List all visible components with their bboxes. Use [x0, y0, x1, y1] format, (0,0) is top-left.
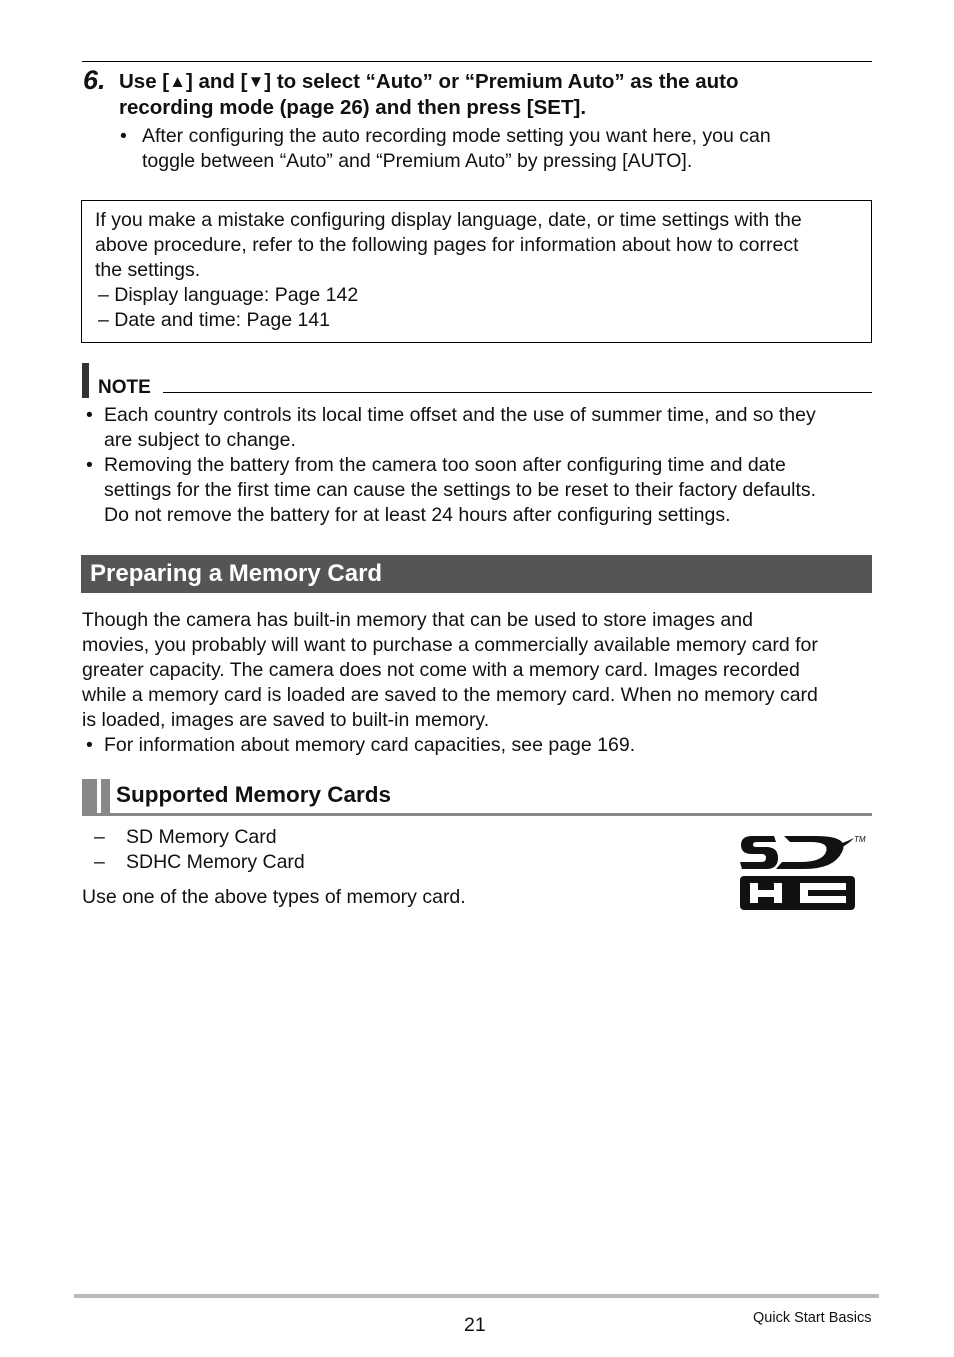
- section-title: Preparing a Memory Card: [90, 560, 383, 587]
- box-line: If you make a mistake configuring display language, date, or time settings with the: [95, 209, 802, 231]
- note-rule: [163, 392, 872, 393]
- page-number: 21: [464, 1314, 486, 1336]
- footer-rule: [74, 1294, 879, 1298]
- box-line: the settings.: [95, 259, 201, 281]
- subsection-rule: [82, 813, 872, 816]
- bullet-icon: •: [86, 734, 93, 756]
- up-arrow-icon: ▲: [169, 72, 186, 91]
- section-paragraph: Though the camera has built-in memory that can be used to store images and movies, you probably will want to purchase a commercially available memory card for greater capacity. The camera does not come with a memory card. Images recorded while a memory card is loaded are saved to the memory card. When no memory card is loaded, images are saved to built-in memory.: [82, 609, 818, 731]
- correction-info-text: [95, 208, 865, 333]
- svg-text:TM: TM: [854, 835, 866, 844]
- step-instruction: [119, 69, 869, 121]
- box-line: – Date and time: Page 141: [98, 309, 330, 331]
- bullet-icon: •: [86, 404, 93, 426]
- card-type-note: Use one of the above types of memory card.: [82, 886, 466, 908]
- subsection-marker: [101, 779, 110, 813]
- bullet-icon: •: [120, 125, 127, 147]
- top-rule: [82, 61, 872, 62]
- sdhc-logo-icon: [738, 832, 868, 912]
- down-arrow-icon: ▼: [247, 72, 265, 91]
- step-number: 6.: [83, 65, 106, 95]
- step-line-2: recording mode (page 26) and then press [SET].: [119, 96, 587, 119]
- box-line: – Display language: Page 142: [98, 284, 359, 306]
- subsection-marker: [82, 779, 97, 813]
- subsection-title: Supported Memory Cards: [116, 782, 392, 807]
- bullet-icon: •: [86, 454, 93, 476]
- note-marker: [82, 363, 89, 398]
- footer-section-name: Quick Start Basics: [753, 1310, 872, 1326]
- step-line-1: Use [▲] and [▼] to select “Auto” or “Premium Auto” as the auto: [119, 70, 739, 93]
- box-line: above procedure, refer to the following pages for information about how to correct: [95, 234, 799, 256]
- note-label: NOTE: [98, 377, 151, 398]
